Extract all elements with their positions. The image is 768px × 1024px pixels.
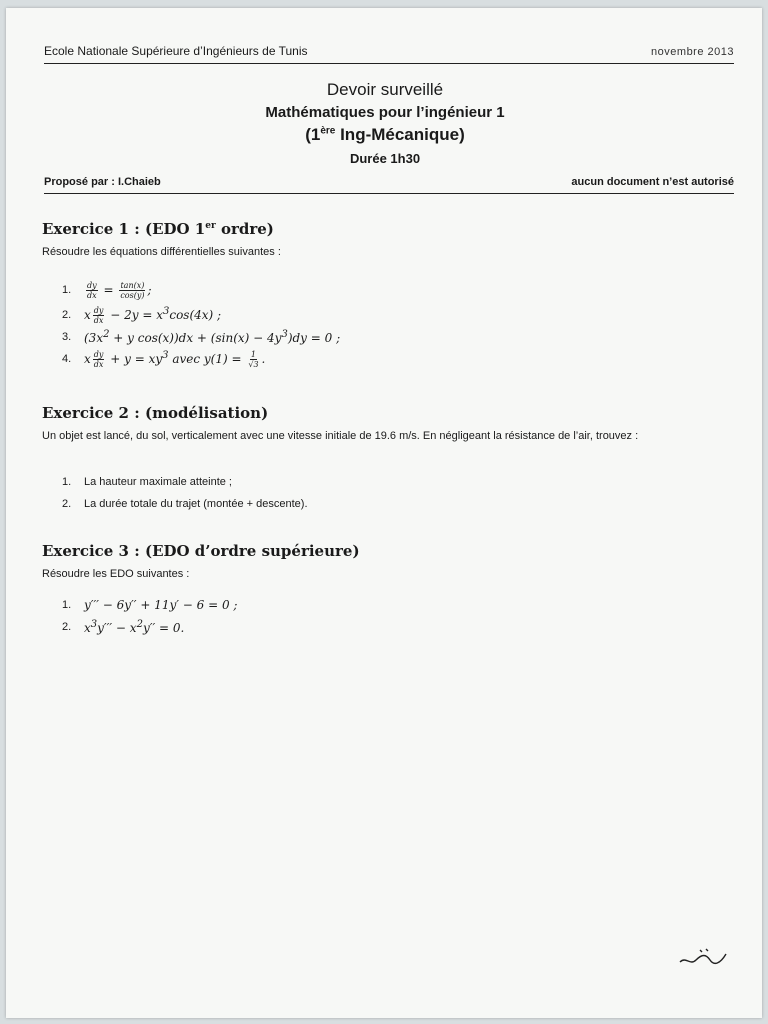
exercise-2-title: Exercice 2 : (modélisation) [42,404,269,422]
list-item: 4. x $\frac{dy}{dx}$ + $y = xy^3$ avec y(1) = $\frac{1}{√3}$ . [62,349,266,369]
handwritten-signature [676,946,732,972]
list-item: 1. La hauteur maximale atteinte ; [62,476,232,488]
documents-rule: aucun document n’est autorisé [571,176,734,188]
meta-line [44,176,734,188]
list-item: 1. y′′′ − 6y′′ + 11y′ − 6 = 0 ; [62,598,238,612]
author: Proposé par : I.Chaieb [44,176,161,188]
exercise-3-list [62,594,237,638]
course-title: Mathématiques pour l’ingénieur 1 [265,104,505,121]
exercise-1-title: Exercice 1 : (EDO 1er ordre) [42,220,274,238]
list-item: 2. $x^3y''' - x^2y'' = 0$. [62,619,185,635]
exercise-2-intro: Un objet est lancé, du sol, verticalement avec une vitesse initiale de 19.6 m/s. En négligeant la résistance de l’air, trouvez : [42,430,639,442]
header-line [44,44,734,58]
list-item: 1. $\frac{dy}{dx}$ = $\frac{\tan(x)}{\cos(y)}$ ; [62,280,152,300]
list-item: 2. La durée totale du trajet (montée + descente). [62,498,308,510]
exercise-3-intro: Résoudre les EDO suivantes : [42,568,190,580]
exam-date: novembre 2013 [651,46,734,58]
list-item: 2. x $\frac{dy}{dx}$ − $2y = x^3\cos(4x)$ ; [62,305,222,325]
exam-title: Devoir surveillé [326,80,444,99]
school-name: Ecole Nationale Supérieure d’Ingénieurs de Tunis [44,44,308,58]
exercise-2-list [62,471,308,515]
list-item: 3. ($3x^2 + y$ $\cos(x))dx + (\sin(x) - 4y^3)dy = 0$ ; [62,329,341,345]
meta-rule [44,193,734,194]
class-title: (1ère Ing-Mécanique) [305,125,465,144]
exercise-1-intro: Résoudre les équations différentielles suivantes : [42,246,281,258]
exercise-1-list [62,276,340,370]
header-rule [44,63,734,64]
exam-duration: Durée 1h30 [349,151,421,166]
exercise-3-title: Exercice 3 : (EDO d’ordre supérieure) [42,542,360,560]
